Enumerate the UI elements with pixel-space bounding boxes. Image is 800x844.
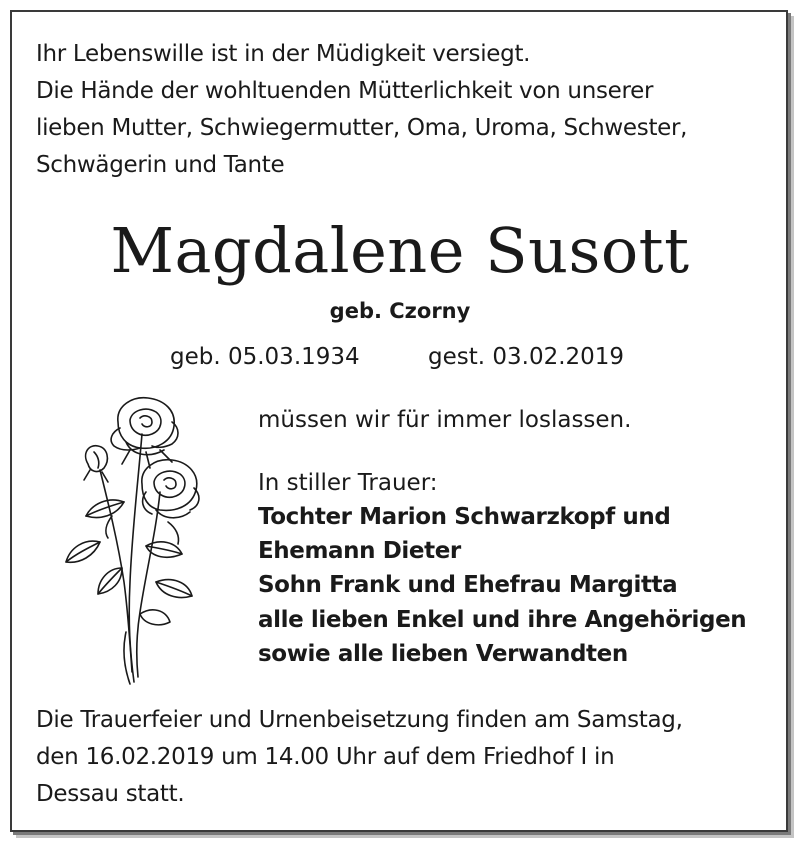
mourner-line: alle lieben Enkel und ihre Angehörigen [258,606,747,633]
birth-date: geb. 05.03.1934 [170,344,360,370]
mourner-line: Ehemann Dieter [258,538,461,565]
mourners-label: In stiller Trauer: [258,470,438,496]
mourner-line: Tochter Marion Schwarzkopf und [258,504,671,530]
intro-text [36,36,766,184]
service-info [36,702,776,813]
rose-icon [60,392,210,688]
mourner-line: Sohn Frank und Ehefrau Margitta [258,572,678,599]
death-date: gest. 03.02.2019 [428,344,625,370]
mourners-list [258,500,746,671]
mourner-line: sowie alle lieben Verwandten [258,640,628,667]
intro-line: Schwägerin und Tante [36,152,285,178]
intro-line: lieben Mutter, Schwiegermutter, Oma, Uroma, Schwester, [36,115,688,141]
intro-line: Ihr Lebenswille ist in der Müdigkeit versiegt. [36,41,531,67]
service-line: den 16.02.2019 um 14.00 Uhr auf dem Friedhof I in [36,744,615,770]
service-line: Dessau statt. [36,781,185,807]
release-text: müssen wir für immer loslassen. [258,407,632,433]
deceased-name: Magdalene Susott [110,214,690,287]
service-line: Die Trauerfeier und Urnenbeisetzung finden am Samstag, [36,707,683,733]
intro-line: Die Hände der wohltuenden Mütterlichkeit von unserer [36,78,654,104]
maiden-name: geb. Czorny [329,299,471,323]
